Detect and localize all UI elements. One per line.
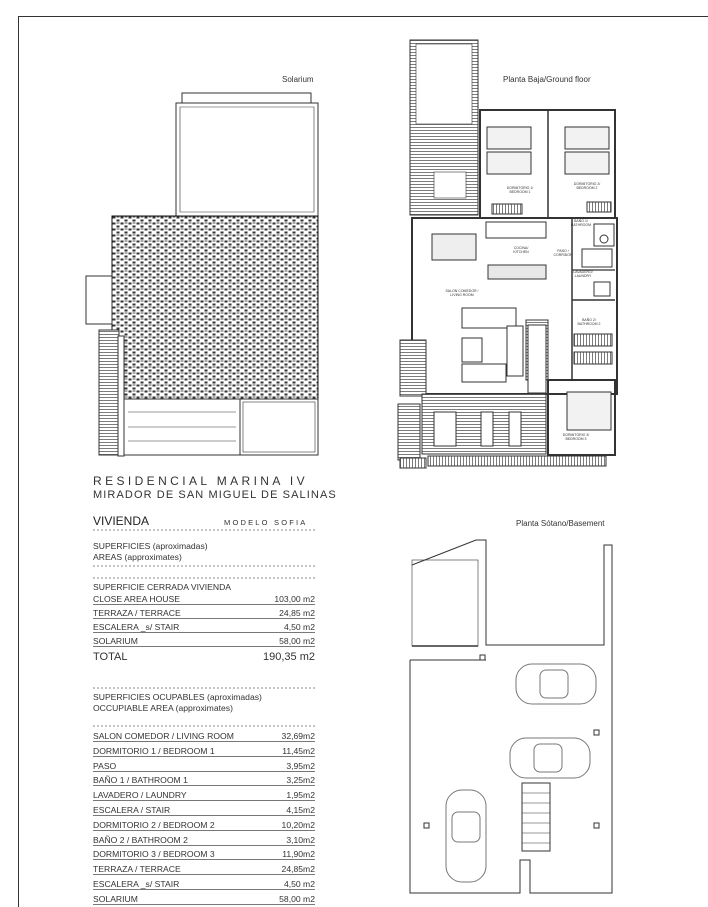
solarium-plan <box>86 93 318 456</box>
room-label-laundry: LAVADERO/ LAUNDRY <box>573 270 593 278</box>
row-value: 58,00 m2 <box>279 893 315 904</box>
table-row <box>93 746 315 757</box>
table-row <box>93 805 315 816</box>
total-row: TOTAL 190,35 m2 <box>93 651 315 663</box>
table-row <box>93 849 315 860</box>
table-row: SOLARIUM 58,00 m2 <box>93 636 315 646</box>
row-value: 32,69m2 <box>281 731 315 741</box>
table-row <box>93 790 315 801</box>
row-value: 3,25m2 <box>286 775 315 786</box>
row-label: ESCALERA / STAIR <box>93 805 171 815</box>
row-label: BAÑO 1 / BATHROOM 1 <box>93 775 188 786</box>
row-label: DORMITORIO 1 / BEDROOM 1 <box>93 745 215 756</box>
table-row: ESCALERA _s/ STAIR 4,50 m2 <box>93 622 315 632</box>
room-label-living: SALON COMEDOR / LIVING ROOM <box>445 289 479 297</box>
row-value: 4,15m2 <box>286 805 315 815</box>
basement-label: Planta Sótano/Basement <box>516 519 605 528</box>
closed-area-header: SUPERFICIE CERRADA VIVIENDA <box>93 582 232 592</box>
room-label-corridor: PASO / CORRIDOR <box>553 249 573 257</box>
table-row <box>93 820 315 831</box>
row-label: DORMITORIO 2 / BEDROOM 2 <box>93 819 215 830</box>
ground-floor-plan <box>398 40 617 468</box>
car-icon <box>510 738 590 778</box>
table-row <box>93 731 315 742</box>
row-label: ESCALERA _s/ STAIR <box>93 879 180 889</box>
table-row <box>93 775 315 786</box>
model-name: MODELO SOFIA <box>224 518 308 527</box>
row-label: DORMITORIO 3 / BEDROOM 3 <box>93 849 215 860</box>
row-value: 11,45m2 <box>282 745 315 756</box>
table-row <box>93 864 315 875</box>
row-label: LAVADERO / LAUNDRY <box>93 790 187 801</box>
row-value: 3,95m2 <box>286 760 315 771</box>
row-value: 4,50 m2 <box>283 879 315 889</box>
ground-floor-label: Planta Baja/Ground floor <box>503 75 591 84</box>
table-row <box>93 879 315 890</box>
row-value: 10,20m2 <box>281 819 315 830</box>
room-label-bedroom2: DORMITORIO 2/ BEDROOM 2 <box>573 182 601 190</box>
room-label-bathroom2: BAÑO 2/ BATHROOM 2 <box>577 318 601 326</box>
table-row: CLOSE AREA HOUSE 103,00 m2 <box>93 594 315 604</box>
car-icon <box>446 790 486 882</box>
row-label: TERRAZA / TERRACE <box>93 864 181 875</box>
row-label: SALON COMEDOR / LIVING ROOM <box>93 731 234 741</box>
table-row <box>93 835 315 846</box>
table-row: TERRAZA / TERRACE 24,85 m2 <box>93 608 315 618</box>
vivienda-heading: VIVIENDA <box>93 514 150 528</box>
room-label-bedroom1: DORMITORIO 1/ BEDROOM 1 <box>506 186 534 194</box>
occupiable-header-en: OCCUPIABLE AREA (approximates) <box>93 703 233 713</box>
room-label-bedroom3: DORMITORIO 3/ BEDROOM 3 <box>562 433 590 441</box>
row-value: 3,10m2 <box>286 834 315 845</box>
table-row <box>93 894 315 905</box>
table-row <box>93 761 315 772</box>
row-label: BAÑO 2 / BATHROOM 2 <box>93 834 188 845</box>
areas-header-es: SUPERFICIES (aproximadas) <box>93 541 208 551</box>
row-label: PASO <box>93 760 117 771</box>
areas-header-en: AREAS (approximates) <box>93 552 182 562</box>
occupiable-header-es: SUPERFICIES OCUPABLES (aproximadas) <box>93 692 262 702</box>
row-value: 1,95m2 <box>286 790 315 801</box>
room-label-bathroom1: BAÑO 1/ BATHROOM <box>571 219 591 227</box>
project-title: RESIDENCIAL MARINA IV <box>93 474 308 488</box>
row-value: 24,85m2 <box>281 864 315 875</box>
car-icon <box>516 664 596 704</box>
row-value: 11,90m2 <box>282 849 315 860</box>
room-label-kitchen: COCINA/ KITCHEN <box>513 246 529 254</box>
solarium-label: Solarium <box>282 75 314 84</box>
row-label: SOLARIUM <box>93 893 138 904</box>
project-subtitle: MIRADOR DE SAN MIGUEL DE SALINAS <box>93 489 337 501</box>
basement-plan <box>410 540 612 893</box>
